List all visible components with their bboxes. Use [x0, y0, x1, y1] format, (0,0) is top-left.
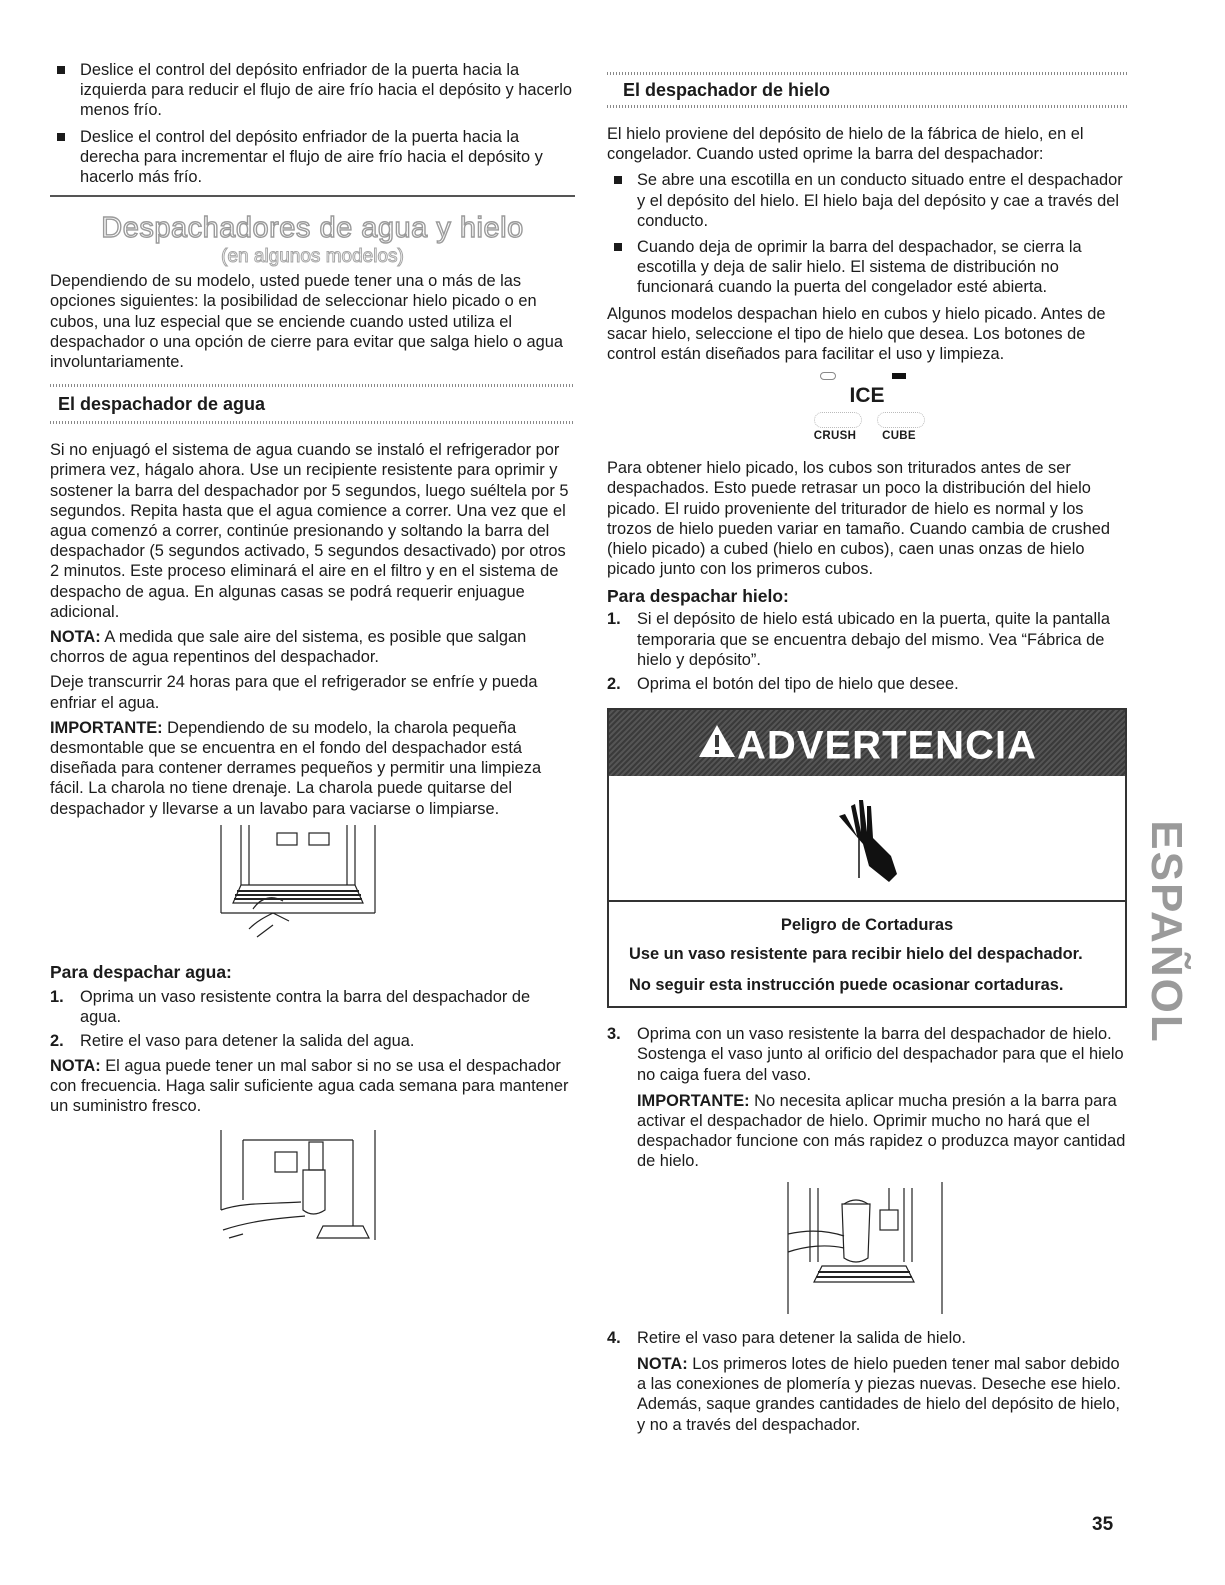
note-paragraph: NOTA: El agua puede tener un mal sabor si no se usa el despachador con frecuencia. Haga salir suficiente agua cada semana para mantener un suministro fresco.	[50, 1056, 569, 1115]
page-number: 35	[1092, 1514, 1114, 1535]
dispense-water-heading: Para despachar agua:	[50, 961, 232, 982]
water-paragraph: Deje transcurrir 24 horas para que el refrigerador se enfríe y pueda enfriar el agua.	[50, 673, 538, 712]
cut-hazard-icon	[829, 786, 909, 886]
drip-tray-illustration	[213, 825, 413, 955]
warning-icon-area	[609, 776, 1125, 902]
ice-bullets	[607, 170, 1127, 297]
list-item: Se abre una escotilla en un conducto situado entre el despachador y el depósito del hielo. El hielo baja del depósito y cae a través del conducto.	[607, 170, 1127, 231]
ice-steps	[607, 609, 1127, 694]
important-paragraph: IMPORTANTE: Dependiendo de su modelo, la charola pequeña desmontable que se encuentra en el fondo del despachador está diseñada para contener derrames pequeños y permitir una limpieza fácil. La charola no tiene drenaje. La charola puede quitarse del despachador y llevarse a un lavabo para vaciarse o limpiarse.	[50, 718, 542, 818]
ice-dispenser-heading: El despachador de hielo	[623, 80, 831, 100]
section-subtitle: (en algunos modelos)	[221, 246, 404, 268]
list-item: 4. Retire el vaso para detener la salida de hielo. NOTA: Los primeros lotes de hielo pueden tener mal sabor debido a las conexiones de plomería y piezas nuevas. Deseche ese hielo. Además, saque grandes cantidades de hielo del depósito de hielo, y no a través del despachador.	[607, 1328, 1127, 1435]
ice-dispense-drawing	[782, 1182, 952, 1314]
water-dispense-illustration	[213, 1130, 413, 1260]
water-dispenser-heading: El despachador de agua	[58, 394, 266, 415]
language-side-tab	[1140, 812, 1192, 1052]
crush-label: CRUSH	[813, 430, 857, 443]
note-paragraph: NOTA: A medida que sale aire del sistema, es posible que salgan chorros de agua repentinos del despachador.	[50, 628, 527, 667]
warning-title: Peligro de Cortaduras	[780, 916, 954, 935]
door-bin-bullets	[50, 60, 575, 187]
warning-triangle-icon	[697, 713, 737, 779]
list-item: 2. Retire el vaso para detener la salida del agua.	[50, 1032, 415, 1051]
crush-button	[814, 412, 862, 428]
language-tab-label: ESPAÑOL	[1142, 820, 1191, 1044]
warning-line: Use un vaso resistente para recibir hielo del despachador.	[629, 945, 1083, 964]
ice-steps-continued	[607, 1024, 1127, 1171]
cube-label: CUBE	[882, 430, 916, 443]
ice-dispense-illustration	[782, 1182, 952, 1314]
water-paragraph: Si no enjuagó el sistema de agua cuando se instaló el refrigerador por primera vez, hágalo ahora. Use un recipiente resistente para oprimir y sostener la barra del despachador por 5 segundos, luego suéltela por 5 segundos. Repita hasta que el agua comience a correr. Una vez que el agua comenzó a correr, continúe presionando y soltando la barra del despachador (5 segundos activado, 5 segundos desactivado) por otros 2 minutos. Este proceso eliminará el aire en el filtro y en el sistema de despacho de agua. En algunas casas se podrá requerir enjuague adicional.	[50, 441, 569, 621]
list-item: Deslice el control del depósito enfriador de la puerta hacia la izquierda para reducir el flujo de aire frío hacia el depósito y hacerlo menos frío.	[50, 60, 575, 121]
ice-label: ICE	[849, 384, 885, 408]
water-dispense-drawing	[213, 1130, 413, 1260]
warning-body	[609, 902, 1125, 1006]
dotted-rule	[607, 105, 1127, 108]
water-steps	[50, 987, 575, 1052]
note-paragraph: NOTA: Los primeros lotes de hielo pueden tener mal sabor debido a las conexiones de plomería y piezas nuevas. Deseche ese hielo. Además, saque grandes cantidades de hielo del depósito de hielo, y no a través del despachador.	[637, 1354, 1121, 1434]
cube-indicator-icon	[892, 373, 906, 379]
warning-box	[607, 708, 1127, 1008]
crush-indicator-icon	[820, 372, 836, 380]
dispense-ice-heading: Para despachar hielo:	[607, 586, 789, 607]
section-divider	[50, 195, 575, 197]
warning-line: No seguir esta instrucción puede ocasionar cortaduras.	[629, 976, 1064, 995]
bullet-square-icon	[614, 243, 622, 251]
ice-paragraph: Para obtener hielo picado, los cubos son triturados antes de ser despachados. Esto puede retrasar un poco la distribución del hielo picado. El ruido proveniente del triturador de hielo es normal y los trozos de hielo pueden variar en tamaño. Cuando cambia de crushed (hielo picado) a cubed (hielo en cubos), caen unas onzas de hielo picado junto con los primeros cubos.	[607, 459, 1110, 579]
ice-paragraph: Algunos modelos despachan hielo en cubos y hielo picado. Antes de sacar hielo, seleccione el tipo de hielo que desea. Los botones de control están diseñados para facilitar el uso y limpieza.	[607, 304, 1106, 364]
dotted-rule	[50, 421, 575, 424]
bullet-square-icon	[614, 176, 622, 184]
left-column	[50, 60, 575, 1260]
ice-steps-final	[607, 1328, 1127, 1435]
list-item: Cuando deja de oprimir la barra del despachador, se cierra la escotilla y deja de salir hielo. El sistema de distribución no funcionará cuando la puerta del congelador esté abierta.	[607, 237, 1127, 298]
bullet-square-icon	[57, 133, 65, 141]
list-item: Deslice el control del depósito enfriador de la puerta hacia la derecha para incrementar el flujo de aire frío hacia el depósito y hacerlo más frío.	[50, 127, 575, 188]
warning-banner: ADVERTENCIA	[609, 710, 1125, 776]
bullet-square-icon	[57, 66, 65, 74]
list-item: 2. Oprima el botón del tipo de hielo que desee.	[607, 675, 959, 694]
list-item: 1. Oprima un vaso resistente contra la barra del despachador de agua.	[50, 987, 531, 1027]
intro-paragraph: Dependiendo de su modelo, usted puede tener una o más de las opciones siguientes: la posibilidad de seleccionar hielo picado o en cubos, una luz especial que se enciende cuando usted utiliza el despachador o una opción de cierre para evitar que salga hielo o agua involuntariamente.	[50, 272, 564, 372]
ice-paragraph: El hielo proviene del depósito de hielo de la fábrica de hielo, en el congelador. Cuando usted oprime la barra del despachador:	[607, 125, 1084, 164]
important-paragraph: IMPORTANTE: No necesita aplicar mucha presión a la barra para activar el despachador de hielo. Oprimir mucho no hará que el despachador funcione con más rapidez o produzca mayor cantidad de hielo.	[637, 1091, 1126, 1171]
section-title: Despachadores de agua y hielo	[101, 212, 524, 245]
drip-tray-drawing	[213, 825, 413, 955]
list-item: 1. Si el depósito de hielo está ubicado en la puerta, quite la pantalla temporaria que se encuentra debajo del mismo. Vea “Fábrica de hielo y depósito”.	[607, 610, 1110, 669]
ice-control-panel	[607, 370, 1127, 458]
right-column	[607, 60, 1127, 1439]
cube-button	[877, 412, 925, 428]
list-item: 3. Oprima con un vaso resistente la barra del despachador de hielo. Sostenga el vaso junto al orificio del despachador para que el hielo no caiga fuera del vaso. IMPORTANTE: No necesita aplicar mucha presión a la barra para activar el despachador de hielo. Oprimir mucho no hará que el despachador funcione con más rapidez o produzca mayor cantidad de hielo.	[607, 1025, 1126, 1171]
